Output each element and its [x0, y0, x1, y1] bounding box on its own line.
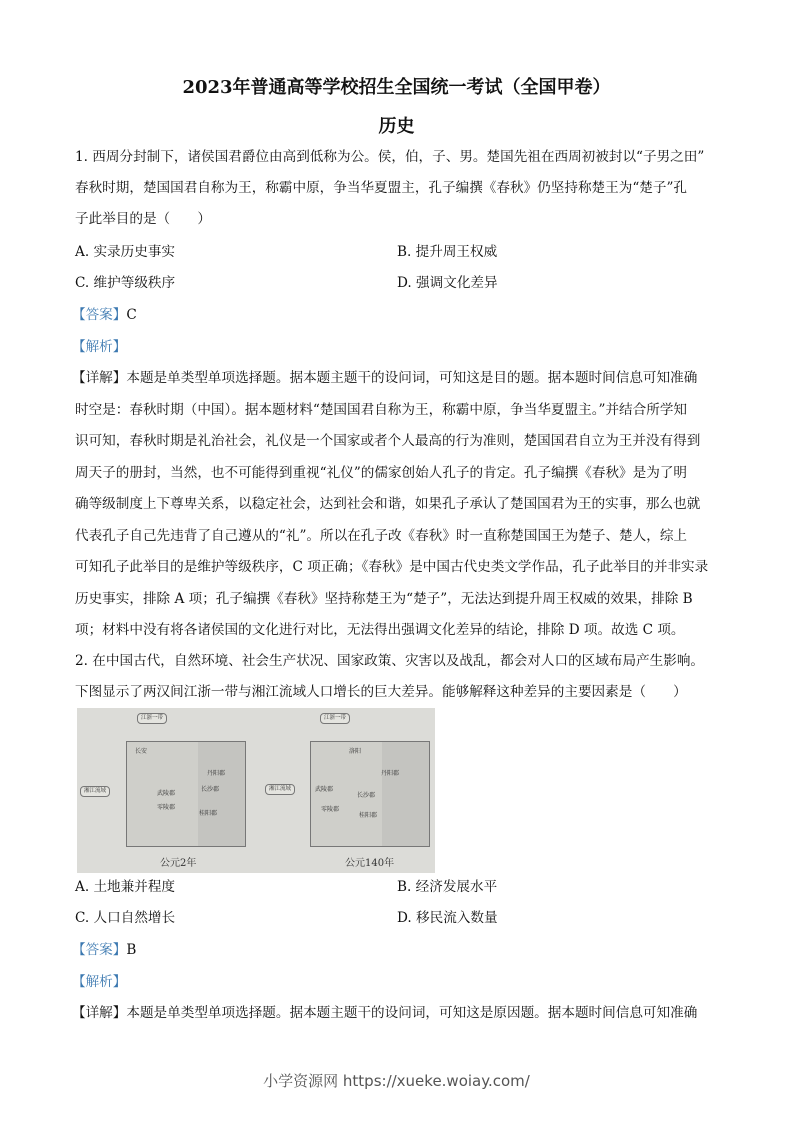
q2-answer — [72, 940, 136, 960]
q1-detail-line: 周天子的册封，当然，也不可能得到重视“礼仪”的儒家创始人孔子的肯定。孔子编撰《春秋》是为了明 — [75, 465, 688, 481]
answer-value: B — [126, 942, 137, 958]
place-label: 丹阳郡 — [207, 770, 226, 777]
region-box-xiangjiang: 湘江流域 — [265, 784, 295, 795]
place-label: 丹阳郡 — [381, 770, 400, 777]
q1-stem-line: 春秋时期，楚国国君自称为王，称霸中原，争当华夏盟主，孔子编撰《春秋》仍坚持称楚王为“楚子”孔 — [75, 180, 688, 196]
place-label: 洛阳 — [349, 748, 362, 755]
q1-detail-line: 可知孔子此举目的是维护等级秩序，C 项正确；《春秋》是中国古代史类文学作品，孔子此举目的并非实录 — [75, 559, 709, 575]
q2-option-a: A. 土地兼并程度 — [75, 879, 176, 895]
q2-stem-line: 下图显示了两汉间江浙一带与湘江流域人口增长的巨大差异。能够解释这种差异的主要因素是（ ） — [75, 684, 687, 700]
answer-value: C — [126, 307, 137, 323]
q1-detail-line: 确等级制度上下尊卑关系，以稳定社会，达到社会和谐，如果孔子承认了楚国国君为王的实事，那么也就 — [75, 496, 701, 512]
footer-watermark: 小学资源网 https://xueke.woiay.com/ — [263, 1072, 530, 1090]
q2-option-c: C. 人口自然增长 — [75, 910, 176, 926]
q1-detail-line: 历史事实，排除 A 项；孔子编撰《春秋》坚持称楚王为“楚子”，无法达到提升周王权威的效果，排除 B — [75, 591, 693, 607]
q2-detail-line — [72, 1003, 697, 1023]
q1-analysis-label: 【解析】 — [72, 339, 127, 355]
place-label: 零陵郡 — [157, 804, 176, 811]
region-box-jiangzhe: 江浙一带 — [137, 713, 167, 724]
place-label: 桂阳郡 — [359, 812, 378, 819]
region-box-xiangjiang: 湘江流域 — [80, 786, 110, 797]
exam-title: 2023年普通高等学校招生全国统一考试（全国甲卷） — [182, 77, 611, 98]
region-box-jiangzhe: 江浙一带 — [320, 713, 350, 724]
q2-analysis-label: 【解析】 — [72, 974, 127, 990]
q1-detail-line — [72, 368, 697, 388]
place-label: 长沙郡 — [201, 786, 220, 793]
q1-stem-line: 1. 西周分封制下，诸侯国君爵位由高到低称为公。侯，伯，子、男。楚国先祖在西周初被封以“子男之田” — [75, 149, 705, 165]
q2-stem-line: 2. 在中国古代，自然环境、社会生产状况、国家政策、灾害以及战乱，都会对人口的区域布局产生影响。 — [75, 653, 705, 669]
q2-option-d: D. 移民流入数量 — [397, 910, 498, 926]
population-map-figure — [77, 708, 435, 873]
caption-year-2: 公元2年 — [160, 858, 197, 869]
detail-text: 本题是单类型单项选择题。据本题主题干的设问词，可知这是原因题。据本题时间信息可知准确 — [126, 1005, 698, 1021]
map-year-2 — [126, 741, 246, 847]
answer-label: 【答案】 — [72, 307, 127, 323]
detail-text: 本题是单类型单项选择题。据本题主题干的设问词，可知这是目的题。据本题时间信息可知准确 — [126, 370, 698, 386]
q1-option-b: B. 提升周王权威 — [397, 244, 498, 260]
place-label: 零陵郡 — [321, 806, 340, 813]
place-label: 武陵郡 — [157, 790, 176, 797]
map-year-140 — [310, 741, 430, 847]
q1-detail-line: 项；材料中没有将各诸侯国的文化进行对比，无法得出强调文化差异的结论，排除 D 项。故选 C 项。 — [75, 622, 685, 638]
place-label: 武陵郡 — [315, 786, 334, 793]
q1-answer — [72, 305, 137, 325]
q1-detail-line: 时空是：春秋时期（中国）。据本题材料“楚国国君自称为王，称霸中原，争当华夏盟主。”并结合所学知 — [75, 402, 688, 418]
q2-option-b: B. 经济发展水平 — [397, 879, 498, 895]
q1-option-c: C. 维护等级秩序 — [75, 275, 176, 291]
place-label: 桂阳郡 — [199, 810, 218, 817]
place-label: 长安 — [135, 748, 148, 755]
subject-title: 历史 — [378, 116, 415, 137]
detail-label: 【详解】 — [72, 370, 127, 386]
q1-detail-line: 识可知，春秋时期是礼治社会，礼仪是一个国家或者个人最高的行为准则，楚国国君自立为王并没有得到 — [75, 433, 701, 449]
detail-label: 【详解】 — [72, 1005, 127, 1021]
q1-option-d: D. 强调文化差异 — [397, 275, 498, 291]
q1-option-a: A. 实录历史事实 — [75, 244, 176, 260]
q1-detail-line: 代表孔子自己先违背了自己遵从的“礼”。所以在孔子改《春秋》时一直称楚国国王为楚子、楚人，综上 — [75, 528, 688, 544]
caption-year-140: 公元140年 — [345, 858, 395, 869]
q1-stem-line: 子此举目的是（ ） — [75, 211, 211, 227]
answer-label: 【答案】 — [72, 942, 127, 958]
place-label: 长沙郡 — [357, 792, 376, 799]
